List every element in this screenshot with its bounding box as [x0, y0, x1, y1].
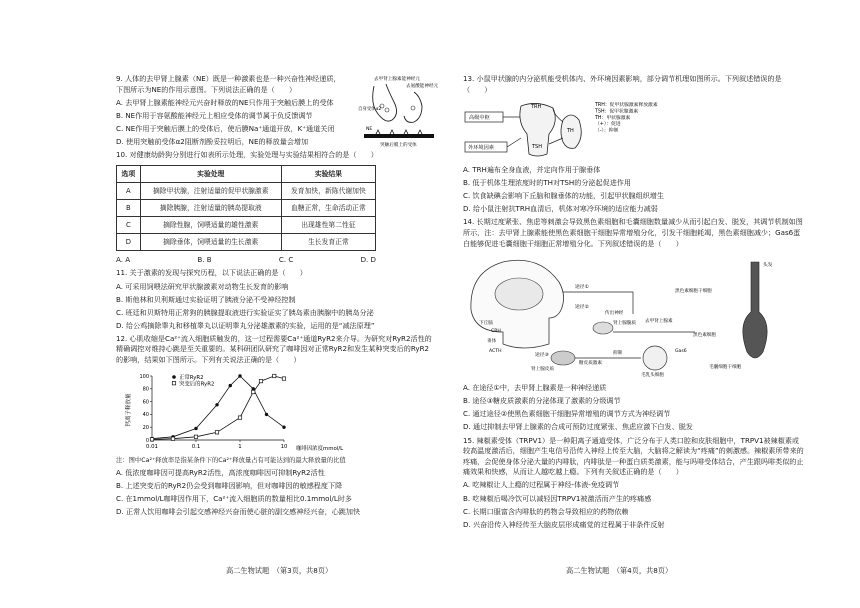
table-row — [117, 216, 376, 233]
q14-pathway3: 途径③ — [535, 352, 549, 358]
q9-option-d: D. 使用突触前受体α2阻断剂酚妥拉明后，NE的释放量会增加 — [116, 136, 309, 146]
chart-point-normal — [282, 425, 285, 428]
q14-option-c: C. 通过途径②使黑色素细胞干细胞异常增殖的调节方式为神经调节 — [463, 409, 671, 419]
q11-option-c: C. 班廷和贝斯特用正常狗的胰腺提取液进行实验证实了胰岛素由胰腺中的胰岛分泌 — [116, 307, 374, 317]
q13-legend-item: （-）：抑制 — [595, 128, 619, 134]
q13-figure — [463, 98, 663, 162]
table-cell: A — [117, 182, 141, 199]
chart-x-tick-label: 0.1 — [191, 443, 201, 450]
q11-stem: 11. 关于激素的发现与探究历程，以下说法正确的是（ ） — [116, 268, 307, 278]
chart-point-normal — [215, 403, 218, 406]
q9-fig-label-ne-neuron: 去甲肾上腺素能神经元 — [374, 77, 420, 82]
page-footer-right: 高二生物试题 （第4页，共8页） — [566, 566, 673, 575]
q14-pathway2: 途径② — [575, 304, 589, 310]
q9-receptors — [376, 130, 422, 134]
q12-option-c: C. 在1mmol/L咖啡因作用下，Ca²⁺流入细胞质的数量相比0.1mmol/L时多 — [116, 494, 352, 504]
legend-marker-mutant — [172, 381, 175, 384]
q12-option-d: D. 正常人饮用咖啡会引起交感神经兴奋而使心脏的副交感神经兴奋，心跳加快 — [116, 507, 361, 517]
chart-x-tick-label: 1 — [238, 443, 242, 450]
q14-papilla: 毛乳头细胞 — [641, 372, 664, 378]
q15-option-a: A. 吃辣椒让人上瘾的过程属于神经-体液-免疫调节 — [463, 480, 620, 490]
legend-marker-normal — [172, 375, 176, 379]
chart-y-tick-label: 60 — [142, 399, 149, 406]
chart-point-mutant — [194, 435, 197, 438]
q14-adrenal-cortex: 肾上腺皮质 — [531, 366, 554, 372]
q14-acth: ACTH — [489, 348, 502, 354]
q9-fig-label-other-neuron: 去氨酸能神经元 — [406, 84, 439, 89]
q13-higher-center: 高级中枢 — [469, 114, 490, 121]
chart-y-tick-label: 100 — [139, 373, 149, 380]
chart-point-mutant — [252, 390, 255, 393]
legend-mutant: 突变后的RyR2 — [179, 381, 215, 388]
q9-synapse-figure — [356, 74, 448, 150]
chart-series — [150, 374, 285, 441]
q9-option-c: C. NE作用于突触后膜上的受体后，使后膜Na⁺通道开放，K⁺通道关闭 — [116, 123, 335, 133]
q12-stem: 12. 心肌收缩是Ca²⁺流入细胞质触发的，这一过程需要Ca²⁺通道RyR2来介导。为研究对RyR2活性的精确调控对维持心跳是至关重要的。某科研团队研究了咖啡因对正常RyR2和发生某种突变后的RyR2的影响，结果如下图所示。下列有关说法正确的是（ ） — [116, 333, 432, 364]
q10-answer-d: D. D — [360, 254, 376, 264]
table-cell: D — [117, 233, 141, 250]
q14-cortisol: 糖皮质激素 — [579, 360, 602, 366]
table-row — [117, 233, 376, 250]
q9-option-b: B. NE作用于容氨酸能神经元上相应受体的调节属于负反馈调节 — [116, 110, 313, 120]
chart-ylabel: 钙离子释放量 — [126, 393, 132, 427]
q14-inhibit: 抑制 — [613, 350, 623, 356]
chart-point-mutant — [215, 431, 218, 434]
q14-pituitary: 垂体 — [487, 338, 497, 344]
table-cell: 发育加快，新陈代谢加快 — [281, 182, 375, 199]
q9-vesicle — [385, 108, 389, 112]
q10-answer-a: A. A — [116, 254, 131, 264]
chart-point-mutant — [282, 377, 285, 380]
q13-option-b: B. 低于机体生理浓度时的TH对TSH的分泌起促进作用 — [463, 178, 631, 188]
q10-col-treatment: 实验处理 — [140, 165, 281, 182]
chart-x-tick-label: 0.01 — [145, 443, 159, 450]
q13-legend-item: （+）：促进 — [595, 121, 621, 127]
q13-environment: 外环境因素 — [468, 144, 494, 151]
q14-figure — [463, 252, 793, 380]
table-cell: B — [117, 199, 141, 216]
q13-legend-item: TSH：促甲状腺激素 — [595, 109, 639, 115]
q11-option-b: B. 斯他林和贝利斯通过实验证明了胰液分泌不受神经控制 — [116, 294, 296, 304]
chart-series-line-1 — [152, 376, 284, 439]
q14-adrenal-cortex-shape — [551, 351, 575, 365]
table-cell: 血糖正常，生命活动正常 — [281, 199, 375, 216]
q9-vesicle — [411, 106, 415, 110]
chart-point-normal — [229, 384, 232, 387]
q14-gas6: Gas6 — [675, 348, 687, 354]
chart-series-line-2 — [152, 376, 284, 439]
q9-second-neuron — [404, 92, 422, 122]
chart-point-normal — [265, 413, 268, 416]
chart-x-tick-label: 10 — [280, 443, 288, 450]
q13-legend-item: TH：甲状腺激素 — [595, 115, 631, 121]
q13-tsh: TSH — [532, 143, 542, 150]
chart-point-mutant — [150, 438, 153, 441]
q13-option-a: A. TRH遍布全身血液，并定向作用于腺垂体 — [463, 165, 601, 175]
chart-point-mutant — [171, 437, 174, 440]
q14-stem: 14. 长期过度紧张、焦虑等刺激会导致黑色素细胞和毛囊细胞数量减少从而引起白发、脱发，其调节机制如图所示，注：去甲肾上腺素能使黑色素细胞干细胞异常增殖分化，引发干细胞耗竭，黑色素细胞减少；Gas6蛋白能够促进毛囊细胞干细胞正常增殖分化。下列叙述错误的是（ ） — [463, 217, 803, 248]
q14-brain — [495, 278, 543, 310]
q13-arrow — [503, 117, 521, 147]
q14-papilla-cell — [643, 346, 667, 370]
q10-table — [116, 165, 376, 251]
chart-legend — [172, 373, 214, 388]
chart-point-mutant — [273, 374, 276, 377]
q14-hypothalamus: 下丘脑 — [479, 320, 493, 326]
q11-option-a: A. 可采用饲喂法研究甲状腺激素对动物生长发育的影响 — [116, 281, 289, 291]
q14-melanocyte-stem: 黑色素细胞干细胞 — [675, 288, 712, 294]
q13-th: TH — [567, 127, 574, 134]
chart-point-normal — [194, 427, 197, 430]
q12-chart-svg — [124, 370, 344, 454]
q14-neurons: 传出神经 — [605, 310, 624, 316]
chart-point-normal — [238, 374, 241, 377]
q10-stem: 10. 对健康幼龄狗分别进行如表所示处理，实验处理与实验结果相符合的是（ ） — [116, 149, 378, 159]
q14-hair: 头发 — [763, 262, 773, 268]
chart-y-tick-label: 40 — [142, 412, 149, 419]
chart-y-tick-label: 20 — [142, 424, 149, 431]
legend-normal: 正常RyR2 — [179, 374, 204, 381]
q15-option-c: C. 长期口服富含内啡肽的药物会导致相应的药物依赖 — [463, 506, 629, 516]
q14-option-d: D. 通过抑制去甲肾上腺素的合成可预防过度紧张、焦虑应激下白发、脱发 — [463, 422, 693, 432]
q13-option-d: D. 给小鼠注射抗TRH血清后，机体对寒冷环境的适应能力减弱 — [463, 204, 658, 214]
table-cell: 摘除垂体，饲喂适量的生长激素 — [140, 233, 281, 250]
q15-option-d: D. 兴奋沿传入神经传至大脑皮层形成痛觉的过程属于非条件反射 — [463, 519, 665, 529]
table-cell: 摘除胰腺，注射适量的胰岛提取液 — [140, 199, 281, 216]
table-cell: 摘除性腺，饲喂适量的雄性激素 — [140, 216, 281, 233]
q13-trh: TRH — [531, 103, 542, 110]
q14-adrenal-medulla: 肾上腺髓质 — [613, 320, 636, 326]
table-cell: 生长发育正常 — [281, 233, 375, 250]
q13-legend-item: TRH：促甲状腺激素释放激素 — [595, 102, 658, 108]
q10-answer-c: C. C — [278, 254, 294, 264]
q10-answer-b: B. B — [197, 254, 212, 264]
q9-postsynaptic-membrane — [364, 134, 434, 138]
q10-col-result: 实验结果 — [281, 165, 375, 182]
right-column — [463, 74, 805, 533]
q9-fig-label-postsynaptic: 突触后膜上的受体 — [380, 143, 417, 148]
q12-option-a: A. 低浓度咖啡因可提高RyR2活性，高浓度咖啡因可抑制RyR2活性 — [116, 468, 325, 478]
q9-presynaptic-neuron — [373, 84, 397, 121]
chart-xlabel: 咖啡因浓度mmol/L — [296, 445, 344, 452]
q14-melanocyte: 黑色素细胞 — [693, 332, 716, 338]
table-cell: C — [117, 216, 141, 233]
q13-legend — [594, 101, 658, 134]
q14-norepinephrine: 去甲肾上腺素 — [645, 318, 673, 324]
chart-point-mutant — [259, 379, 262, 382]
q14-option-b: B. 途径③糖皮质激素的分泌体现了激素的分级调节 — [463, 396, 621, 406]
q14-crh: CRH — [491, 328, 501, 334]
chart-y-tick-label: 80 — [142, 386, 149, 393]
table-row — [117, 199, 376, 216]
q12-chart — [124, 370, 344, 454]
q9-stem: 9. 人体的去甲肾上腺素（NE）既是一种激素也是一种兴奋性神经递质，下图所示为NE的作用示意图。下列说法正确的是（ ） — [116, 74, 341, 94]
q11-option-d: D. 给公鸡摘除睾丸和移植睾丸以证明睾丸分泌雄激素的实验，运用的是“减法原理” — [116, 320, 375, 330]
table-row — [117, 182, 376, 199]
q12-chart-caption: 注：图中Ca²⁺释放率是指某条件下的Ca²⁺释放量占有可能达到的最大释放量的比值 — [116, 456, 346, 464]
q9-fig-label-ne: NE — [366, 127, 373, 132]
q13-stem: 13. 小鼠甲状腺的内分泌机能受机体内、外环境因素影响，部分调节机理如图所示。下列叙述错误的是（ ） — [463, 74, 782, 94]
page-footer-left: 高二生物试题 （第3页，共8页） — [226, 566, 333, 575]
q14-hair-follicle — [743, 262, 767, 358]
q10-table-header — [117, 165, 376, 182]
q12-option-b: B. 上述突变后的RyR2仍会受到咖啡因影响，但对咖啡因的敏感程度下降 — [116, 481, 343, 491]
q10-answers — [116, 255, 376, 266]
q13-option-c: C. 饮食缺碘会影响下丘脑和腺垂体的功能，引起甲状腺组织增生 — [463, 191, 664, 201]
chart-point-mutant — [238, 416, 241, 419]
chart-y-tick-label: 0 — [145, 437, 149, 444]
table-cell: 出现雄性第二性征 — [281, 216, 375, 233]
q14-option-a: A. 在途径①中，去甲肾上腺素是一种神经递质 — [463, 383, 607, 393]
q15-option-b: B. 吃辣椒后喝冷饮可以减轻因TRPV1被激活而产生的疼痛感 — [463, 493, 652, 503]
q14-adrenal-medulla-shape — [593, 322, 613, 334]
q14-pathway1: 途径① — [575, 284, 589, 290]
q9-fig-label-receptor: 自身受体α2 — [358, 107, 382, 112]
table-cell: 摘除甲状腺，注射适量的促甲状腺激素 — [140, 182, 281, 199]
q15-stem: 15. 辣椒素受体（TRPV1）是一种阳离子通道受体，广泛分布于人类口腔和皮肤细胞中，TRPV1被辣椒素或较高温度激活后，细胞产生电信号沿传入神经上传至大脑，大脑将之解读为“疼痛”的刺激感。辣椒素所带来的疼痛，会促使身体分泌大量的内啡肽，内啡肽是一种蛋白质类激素，能与吗啡受体结合，产生跟吗啡类似的止痛效果和快感，从而让人越吃越上瘾。下列有关叙述正确的是（ ） — [463, 435, 804, 477]
q9-option-a: A. 去甲肾上腺素能神经元兴奋时释放的NE只作用于突触后膜上的受体 — [116, 97, 334, 107]
q14-follicle-stem: 毛囊细胞干细胞 — [709, 364, 742, 370]
q10-col-option: 选项 — [117, 165, 141, 182]
